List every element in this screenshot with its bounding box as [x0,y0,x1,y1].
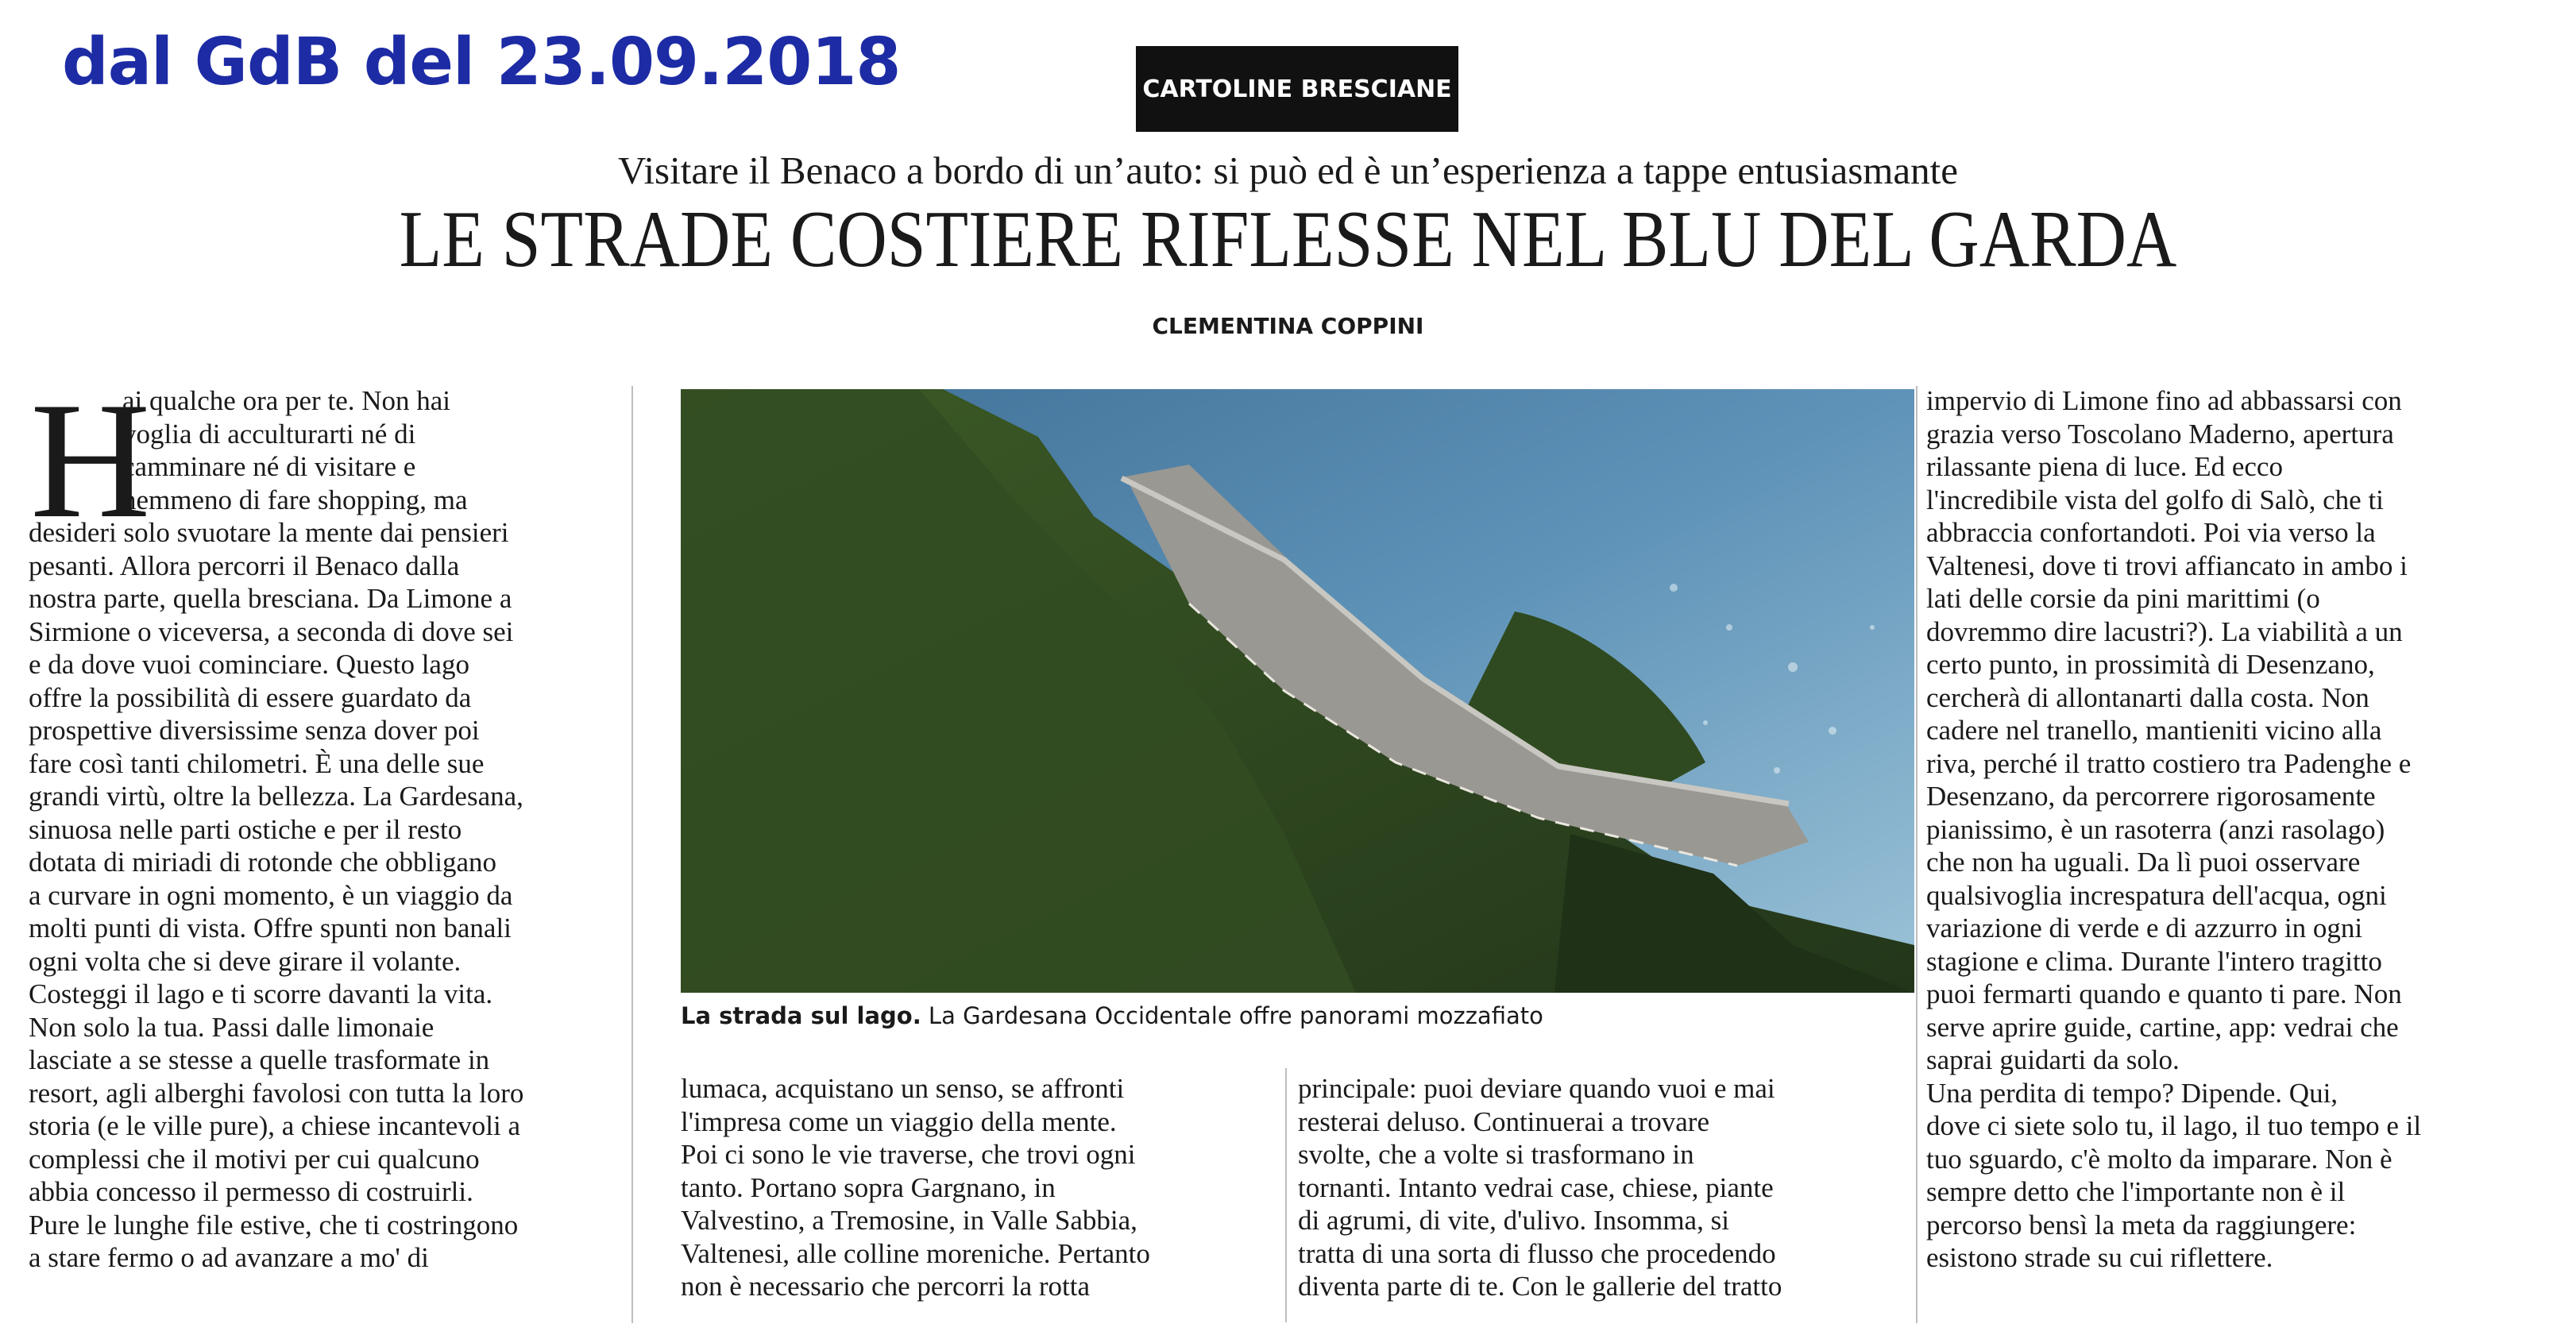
column-divider [631,386,633,1323]
text-line: offre la possibilità di essere guardato da [29,681,472,713]
text-line: nemmeno di fare shopping, ma [122,484,468,515]
paragraph: lumaca, acquistano un senso, se affronti l'impresa come un viaggio della mente. Poi ci sono le vie traverse, che trovi ogni tanto. Portano sopra Gargnano, in Valvestino, a Tremosine, in Valle Sabbia, Valtenesi, alle colline moreniche. Pertanto non è necessario che percorri la rotta [681,1073,1150,1302]
article-column-3 [1298,1072,1910,1303]
text-line: prospettive diversissime senza dover poi [29,715,480,746]
section-badge: CARTOLINE BRESCIANE [1136,46,1458,132]
text-line: dotata di miriadi di rotonde che obbligano [29,847,497,878]
caption-title: La strada sul lago. [681,1002,921,1029]
article-column-1 [29,384,621,1329]
text-line: sinuosa nelle parti ostiche e per il resto [29,813,462,845]
column-divider [1916,386,1918,1323]
source-tag: dal GdB del 23.09.2018 [62,25,901,100]
drop-cap: H [30,369,151,553]
text-line: molti punti di vista. Offre spunti non banali [29,913,512,943]
photo-caption [681,1002,1914,1030]
article-column-2 [681,1072,1269,1303]
paragraph: Una perdita di tempo? Dipende. Qui, dove ci siete solo tu, il lago, il tuo tempo e il tuo sguardo, c'è molto da imparare. Non è sempre detto che l'importante non è il percorso bensì la meta da raggiungere: esistono strade su cui riflettere. [1926,1077,2422,1273]
article-byline: CLEMENTINA COPPINI [1152,313,1424,339]
text-line: pesanti. Allora percorri il Benaco dalla [29,550,460,581]
text-line: Sirmione o viceversa, a seconda di dove sei [29,615,514,647]
paragraph: principale: puoi deviare quando vuoi e mai resterai deluso. Continuerai a trovare svolte, che a volte si trasformano in tornanti. Intanto vedrai case, chiese, piante di agrumi, di vite, d'ulivo. Insomma, si tratta di una sorta di flusso che procedendo diventa parte di te. Con le gallerie del tratto [1298,1073,1782,1302]
paragraph [29,384,621,978]
text-line: e da dove vuoi cominciare. Questo lago [29,649,469,680]
text-line: camminare né di visitare e [122,451,416,482]
paragraph: impervio di Limone fino ad abbassarsi con grazia verso Toscolano Maderno, apertura rilassante piena di luce. Ed ecco l'incredibile vista del golfo di Salò, che ti abbraccia confortandoti. Poi via verso la Valtenesi, dove ti trovi affiancato in ambo i lati delle corsie da pini marittimi (o dovremmo dire lacustri?). La viabilità a un certo punto, in prossimità di Desenzano, cercherà di allontanarti dalla costa. Non cadere nel tranello, mantieniti vicino alla riva, perché il tratto costiero tra Padenghe e Desenzano, da percorrere rigorosamente pianissimo, è un rasoterra (anzi rasolago) che non ha uguali. Da lì puoi osservare qualsivoglia increspatura dell'acqua, ogni variazione di verde e di azzurro in ogni stagione e clima. Durante l'intero tragitto puoi fermarti quando e quanto ti pare. Non serve aprire guide, cartine, app: vedrai che saprai guidarti da solo. [1926,385,2412,1075]
text-line: grandi virtù, oltre la bellezza. La Gardesana, [29,781,523,812]
text-line: voglia di acculturarti né di [122,418,416,450]
text-line: nostra parte, quella bresciana. Da Limone a [29,583,512,614]
article-headline: LE STRADE COSTIERE RIFLESSE NEL BLU DEL GARDA [399,195,2177,284]
text-line: fare così tanti chilometri. È una delle sue [29,747,485,779]
lake-road-photo [681,389,1914,993]
paragraph: Costeggi il lago e ti scorre davanti la vita. Non solo la tua. Passi dalle limonaie lasciate a se stesse a quelle trasformate in resort, agli alberghi favolosi con tutta la loro storia (e le ville pure), a chiese incantevoli a complessi che il motivi per cui qualcuno abbia concesso il permesso di costruirli. Pure le lunghe file estive, che ti costringono a stare fermo o ad avanzare a mo' di [29,978,524,1273]
text-line: ogni volta che si deve girare il volante. [29,945,462,977]
article-column-4 [1926,384,2571,1275]
article-photo [681,389,1914,993]
caption-text: La Gardesana Occidentale offre panorami mozzafiato [921,1002,1543,1029]
text-line: ai qualche ora per te. Non hai [122,385,451,416]
column-divider [1285,1068,1287,1322]
article-kicker: Visitare il Benaco a bordo di un’auto: si può ed è un’esperienza a tappe entusiasmante [618,149,1958,192]
text-line: desideri solo svuotare la mente dai pensieri [29,517,509,548]
text-line: a curvare in ogni momento, è un viaggio da [29,879,513,911]
